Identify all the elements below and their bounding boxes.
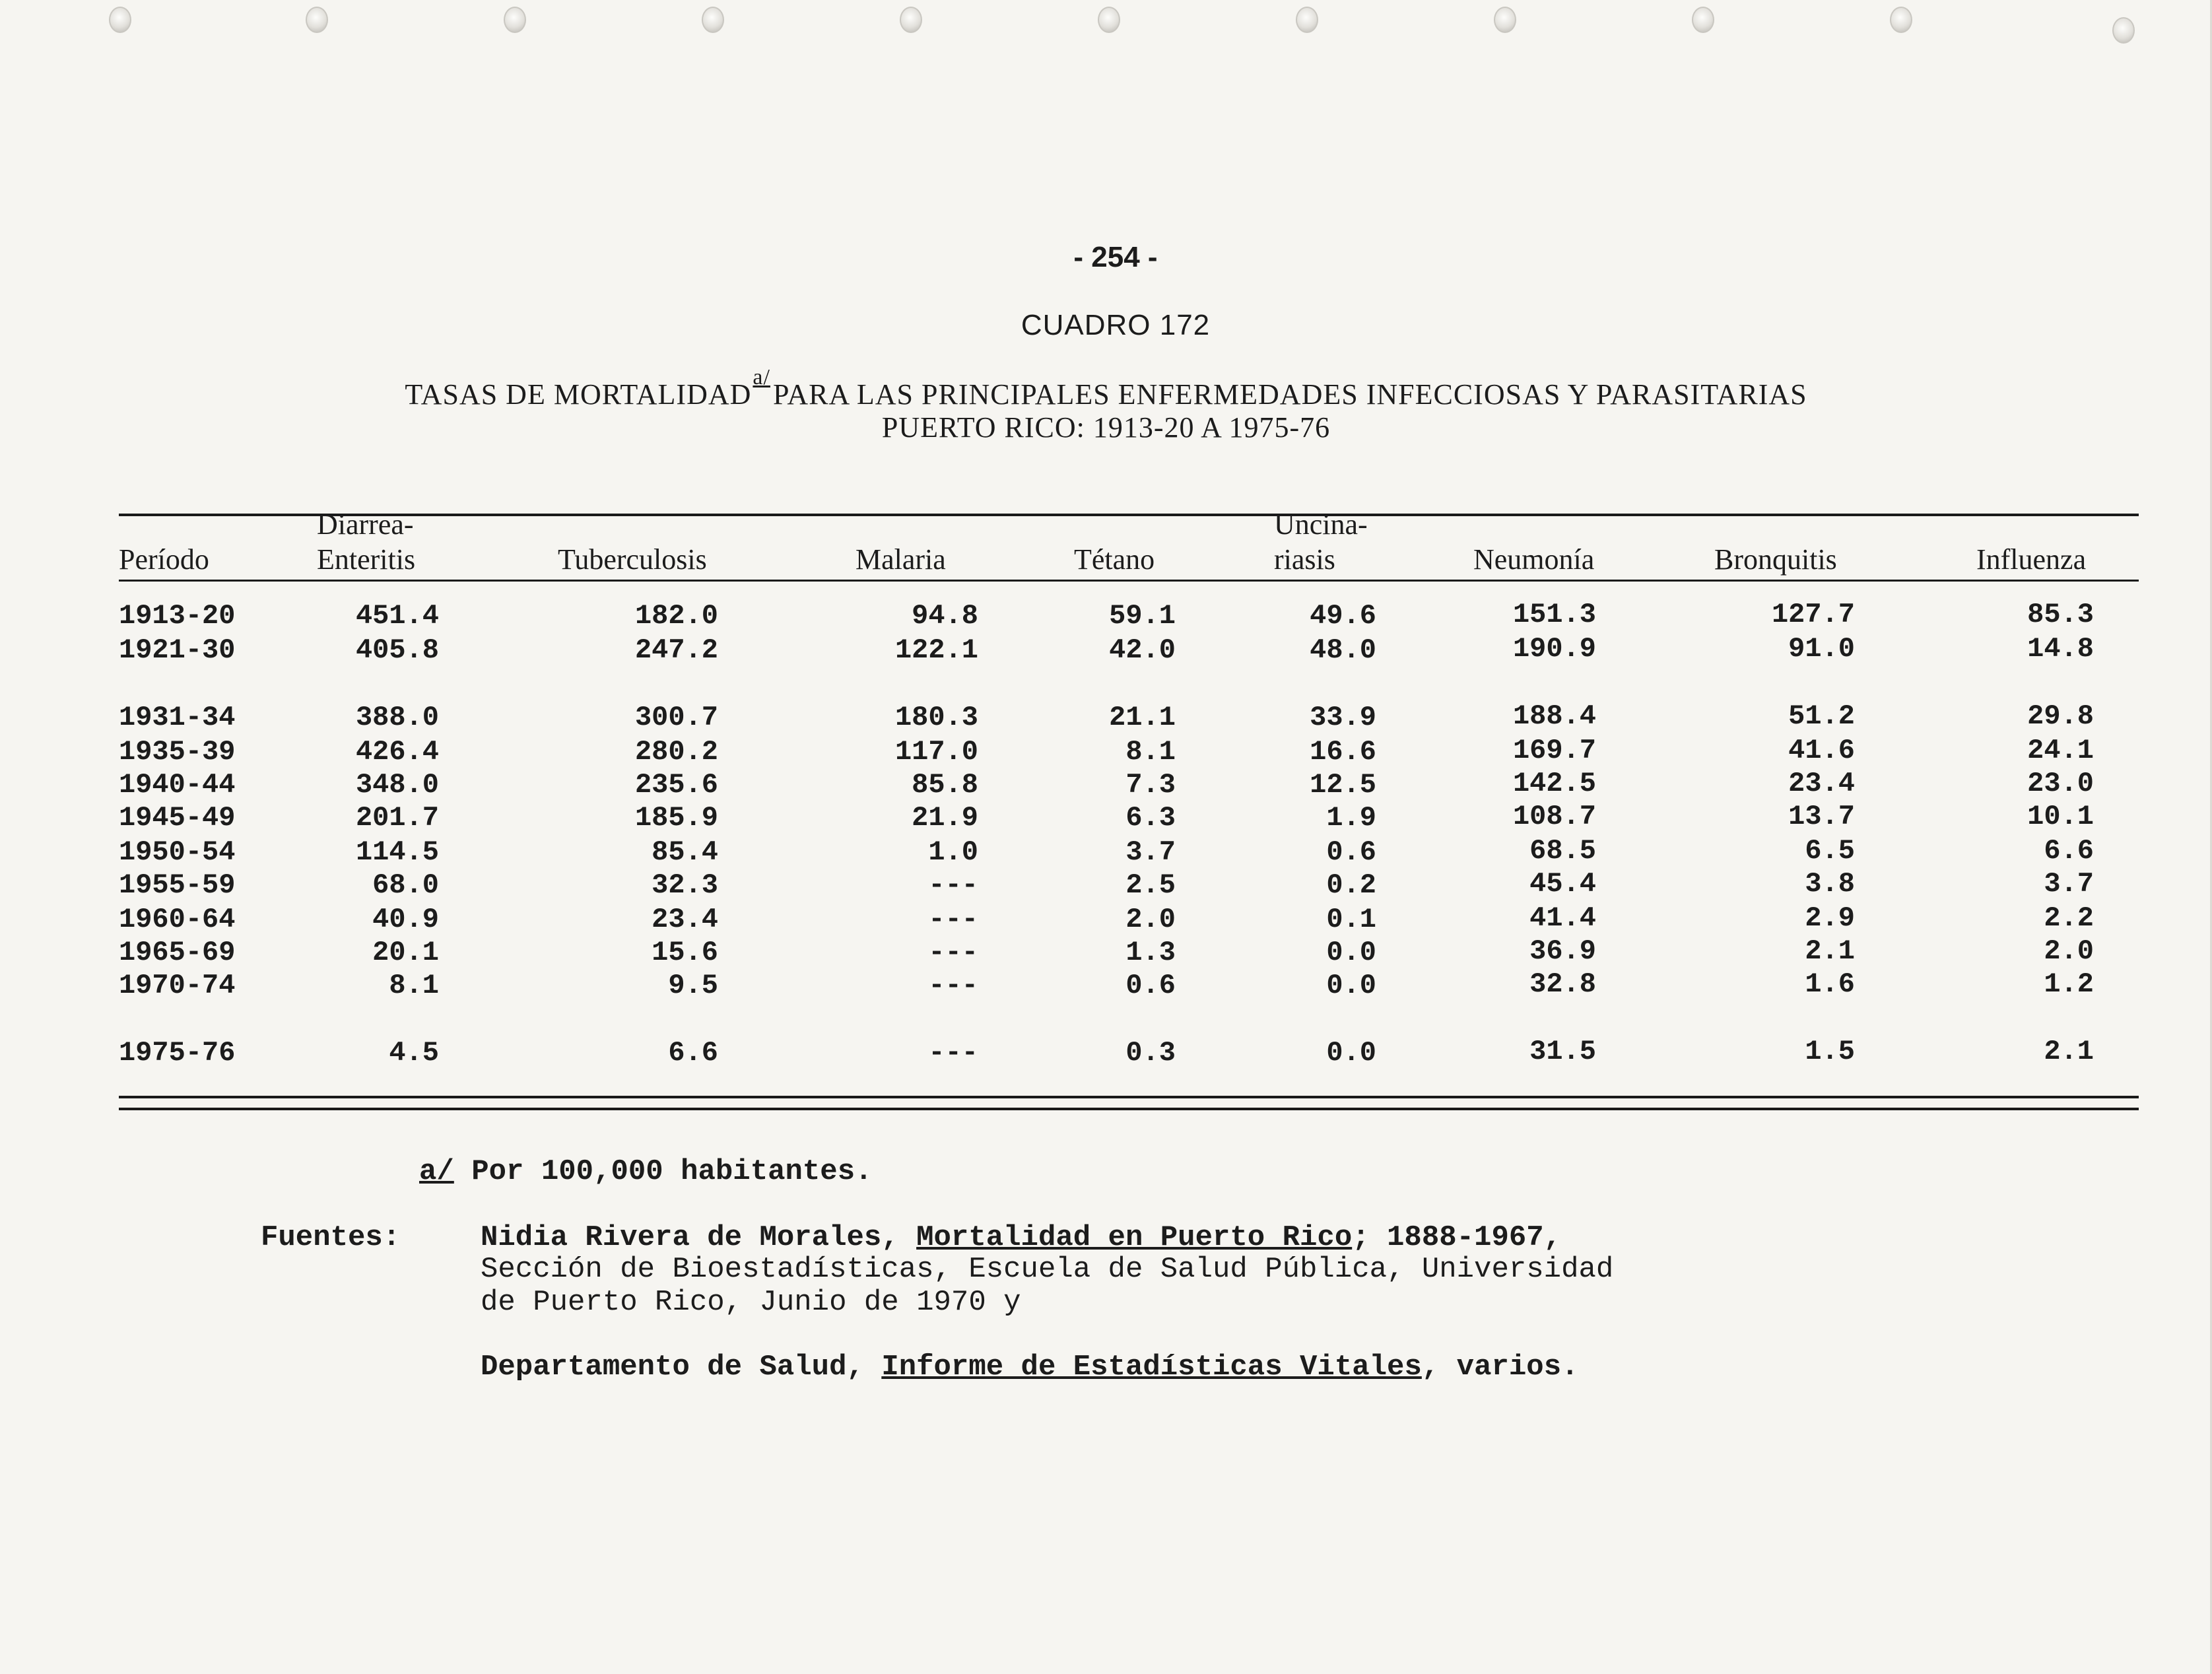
row-period: 1935-39 (119, 736, 236, 768)
punch-hole (1890, 7, 1912, 33)
cell-bronquitis: 41.6 (1788, 735, 1855, 766)
row-period: 1950-54 (119, 836, 236, 868)
cell-influenza: 85.3 (2027, 599, 2094, 630)
cell-uncinariasis: 33.9 (1310, 702, 1376, 733)
source-2-rest: , varios. (1421, 1351, 1579, 1384)
cell-diarrea-enteritis: 451.4 (355, 600, 439, 632)
row-period: 1965-69 (119, 937, 236, 968)
cell-tetano: 1.3 (1125, 937, 1176, 968)
cell-bronquitis: 3.8 (1805, 868, 1855, 900)
source-1-line-2: Sección de Bioestadísticas, Escuela de Salud Pública, Universidad (481, 1253, 1614, 1286)
table-bottom-rule (119, 1096, 2139, 1098)
cell-bronquitis: 13.7 (1788, 801, 1855, 832)
cell-malaria: 117.0 (894, 736, 978, 768)
table-top-rule (119, 514, 2139, 516)
cell-tetano: 8.1 (1125, 736, 1176, 768)
footnote (419, 1154, 873, 1189)
punch-hole (306, 7, 328, 33)
cell-malaria: 122.1 (894, 634, 978, 666)
cell-diarrea-enteritis: 388.0 (355, 702, 439, 733)
row-period: 1921-30 (119, 634, 236, 666)
cell-tetano: 3.7 (1125, 836, 1176, 868)
column-header-diarrea-enteritis-line-1: Diarrea- (317, 508, 414, 541)
cell-malaria: --- (928, 904, 978, 935)
cell-neumonia: 188.4 (1512, 700, 1596, 732)
source-1-rest: ; 1888-1967, (1352, 1221, 1562, 1254)
column-header-neumonia: Neumonía (1473, 543, 1595, 576)
cell-bronquitis: 1.6 (1805, 968, 1855, 1000)
row-period: 1931-34 (119, 702, 236, 733)
cell-tetano: 2.5 (1125, 869, 1176, 901)
cell-uncinariasis: 0.0 (1326, 970, 1376, 1001)
cell-neumonia: 169.7 (1512, 735, 1596, 766)
footnote-marker: a/ (419, 1155, 454, 1188)
punch-hole (109, 7, 131, 33)
page-number: - 254 - (1073, 241, 1158, 273)
cell-neumonia: 68.5 (1529, 835, 1596, 867)
cell-influenza: 2.2 (2044, 902, 2094, 934)
source-2-title: Informe de Estadísticas Vitales (881, 1351, 1422, 1384)
cell-uncinariasis: 0.2 (1326, 869, 1376, 901)
table-title-line-1 (0, 365, 2212, 411)
cell-neumonia: 108.7 (1512, 801, 1596, 832)
cell-bronquitis: 2.1 (1805, 935, 1855, 967)
punch-hole (900, 7, 922, 33)
column-header-tetano: Tétano (1074, 543, 1155, 576)
cell-influenza: 3.7 (2044, 868, 2094, 900)
cell-influenza: 23.0 (2027, 768, 2094, 799)
cell-diarrea-enteritis: 348.0 (355, 769, 439, 801)
cell-tuberculosis: 85.4 (652, 836, 718, 868)
cell-malaria: 21.9 (912, 802, 978, 834)
cell-diarrea-enteritis: 114.5 (355, 836, 439, 868)
cell-diarrea-enteritis: 201.7 (355, 802, 439, 834)
punch-hole (702, 7, 724, 33)
cell-bronquitis: 6.5 (1805, 835, 1855, 867)
cell-neumonia: 36.9 (1529, 935, 1596, 967)
cell-uncinariasis: 0.1 (1326, 904, 1376, 935)
cell-diarrea-enteritis: 40.9 (372, 904, 439, 935)
cell-malaria: --- (928, 869, 978, 901)
column-header-uncinariasis-line-1: Uncina- (1274, 508, 1368, 541)
cell-neumonia: 41.4 (1529, 902, 1596, 934)
row-period: 1970-74 (119, 970, 236, 1001)
cell-tuberculosis: 15.6 (652, 937, 718, 968)
cell-tuberculosis: 185.9 (634, 802, 718, 834)
cell-influenza: 24.1 (2027, 735, 2094, 766)
punch-hole (1494, 7, 1516, 33)
sources-label: Fuentes: (261, 1221, 401, 1254)
punch-hole (1296, 7, 1318, 33)
table-header-rule (119, 580, 2139, 582)
cell-diarrea-enteritis: 20.1 (372, 937, 439, 968)
cell-influenza: 10.1 (2027, 801, 2094, 832)
row-period: 1960-64 (119, 904, 236, 935)
cell-bronquitis: 23.4 (1788, 768, 1855, 799)
cell-neumonia: 45.4 (1529, 868, 1596, 900)
cell-bronquitis: 2.9 (1805, 902, 1855, 934)
cell-influenza: 1.2 (2044, 968, 2094, 1000)
column-header-periodo: Período (119, 543, 209, 576)
cell-tetano: 42.0 (1109, 634, 1176, 666)
column-header-diarrea-enteritis: Enteritis (317, 543, 416, 576)
cell-uncinariasis: 49.6 (1310, 600, 1376, 632)
cell-malaria: 85.8 (912, 769, 978, 801)
row-period: 1955-59 (119, 869, 236, 901)
cell-bronquitis: 91.0 (1788, 633, 1855, 665)
cell-influenza: 2.1 (2044, 1036, 2094, 1067)
cell-tetano: 7.3 (1125, 769, 1176, 801)
cell-tuberculosis: 6.6 (668, 1037, 718, 1069)
cell-neumonia: 190.9 (1512, 633, 1596, 665)
column-header-malaria: Malaria (855, 543, 946, 576)
row-period: 1940-44 (119, 769, 236, 801)
cell-uncinariasis: 1.9 (1326, 802, 1376, 834)
cell-diarrea-enteritis: 8.1 (389, 970, 439, 1001)
cell-tetano: 2.0 (1125, 904, 1176, 935)
footnote-text: Por 100,000 habitantes. (471, 1155, 873, 1188)
cell-malaria: --- (928, 970, 978, 1001)
cell-diarrea-enteritis: 405.8 (355, 634, 439, 666)
punch-holes (0, 7, 2210, 46)
cell-neumonia: 32.8 (1529, 968, 1596, 1000)
column-header-bronquitis: Bronquitis (1714, 543, 1837, 576)
cell-diarrea-enteritis: 68.0 (372, 869, 439, 901)
cell-tetano: 59.1 (1109, 600, 1176, 632)
punch-hole (2112, 17, 2135, 44)
table-bottom-rule-double (119, 1108, 2139, 1110)
title-text-end: PARA LAS PRINCIPALES ENFERMEDADES INFECCIOSAS Y PARASITARIAS (772, 378, 1807, 411)
cell-influenza: 29.8 (2027, 700, 2094, 732)
punch-hole (1692, 7, 1714, 33)
column-header-uncinariasis: riasis (1274, 543, 1335, 576)
source-1-title: Mortalidad en Puerto Rico (916, 1221, 1353, 1254)
source-2-text: Departamento de Salud, (481, 1351, 882, 1384)
cell-tuberculosis: 300.7 (634, 702, 718, 733)
cell-neumonia: 142.5 (1512, 768, 1596, 799)
column-header-influenza: Influenza (1976, 543, 2087, 576)
table-title-line-2: PUERTO RICO: 1913-20 A 1975-76 (881, 411, 1331, 444)
cell-tuberculosis: 235.6 (634, 769, 718, 801)
cell-tetano: 6.3 (1125, 802, 1176, 834)
cell-uncinariasis: 0.6 (1326, 836, 1376, 868)
cell-uncinariasis: 48.0 (1310, 634, 1376, 666)
cell-influenza: 14.8 (2027, 633, 2094, 665)
punch-hole (504, 7, 526, 33)
cell-tuberculosis: 32.3 (652, 869, 718, 901)
cell-tuberculosis: 247.2 (634, 634, 718, 666)
source-1-author: Nidia Rivera de Morales, (481, 1221, 917, 1254)
cell-diarrea-enteritis: 426.4 (355, 736, 439, 768)
cell-influenza: 6.6 (2044, 835, 2094, 867)
cell-malaria: --- (928, 937, 978, 968)
cell-uncinariasis: 12.5 (1310, 769, 1376, 801)
cell-bronquitis: 127.7 (1771, 599, 1855, 630)
cell-uncinariasis: 0.0 (1326, 937, 1376, 968)
source-1-line-1 (481, 1220, 1561, 1256)
table-label: CUADRO 172 (1021, 309, 1211, 341)
cell-neumonia: 151.3 (1512, 599, 1596, 630)
cell-malaria: 1.0 (928, 836, 978, 868)
cell-diarrea-enteritis: 4.5 (389, 1037, 439, 1069)
cell-tuberculosis: 9.5 (668, 970, 718, 1001)
title-footnote-marker: a/ (753, 365, 770, 389)
punch-hole (1098, 7, 1120, 33)
cell-bronquitis: 1.5 (1805, 1036, 1855, 1067)
cell-tetano: 0.3 (1125, 1037, 1176, 1069)
cell-malaria: 94.8 (912, 600, 978, 632)
title-text-start: TASAS DE MORTALIDAD (405, 378, 752, 411)
source-2 (481, 1349, 1579, 1385)
cell-tuberculosis: 182.0 (634, 600, 718, 632)
cell-malaria: 180.3 (894, 702, 978, 733)
cell-tetano: 21.1 (1109, 702, 1176, 733)
cell-uncinariasis: 0.0 (1326, 1037, 1376, 1069)
row-period: 1913-20 (119, 600, 236, 632)
cell-influenza: 2.0 (2044, 935, 2094, 967)
cell-tuberculosis: 280.2 (634, 736, 718, 768)
cell-tuberculosis: 23.4 (652, 904, 718, 935)
row-period: 1945-49 (119, 802, 236, 834)
cell-uncinariasis: 16.6 (1310, 736, 1376, 768)
cell-malaria: --- (928, 1037, 978, 1069)
cell-tetano: 0.6 (1125, 970, 1176, 1001)
column-header-tuberculosis: Tuberculosis (558, 543, 707, 576)
source-1-line-3: de Puerto Rico, Junio de 1970 y (481, 1286, 1021, 1319)
row-period: 1975-76 (119, 1037, 236, 1069)
cell-bronquitis: 51.2 (1788, 700, 1855, 732)
cell-neumonia: 31.5 (1529, 1036, 1596, 1067)
